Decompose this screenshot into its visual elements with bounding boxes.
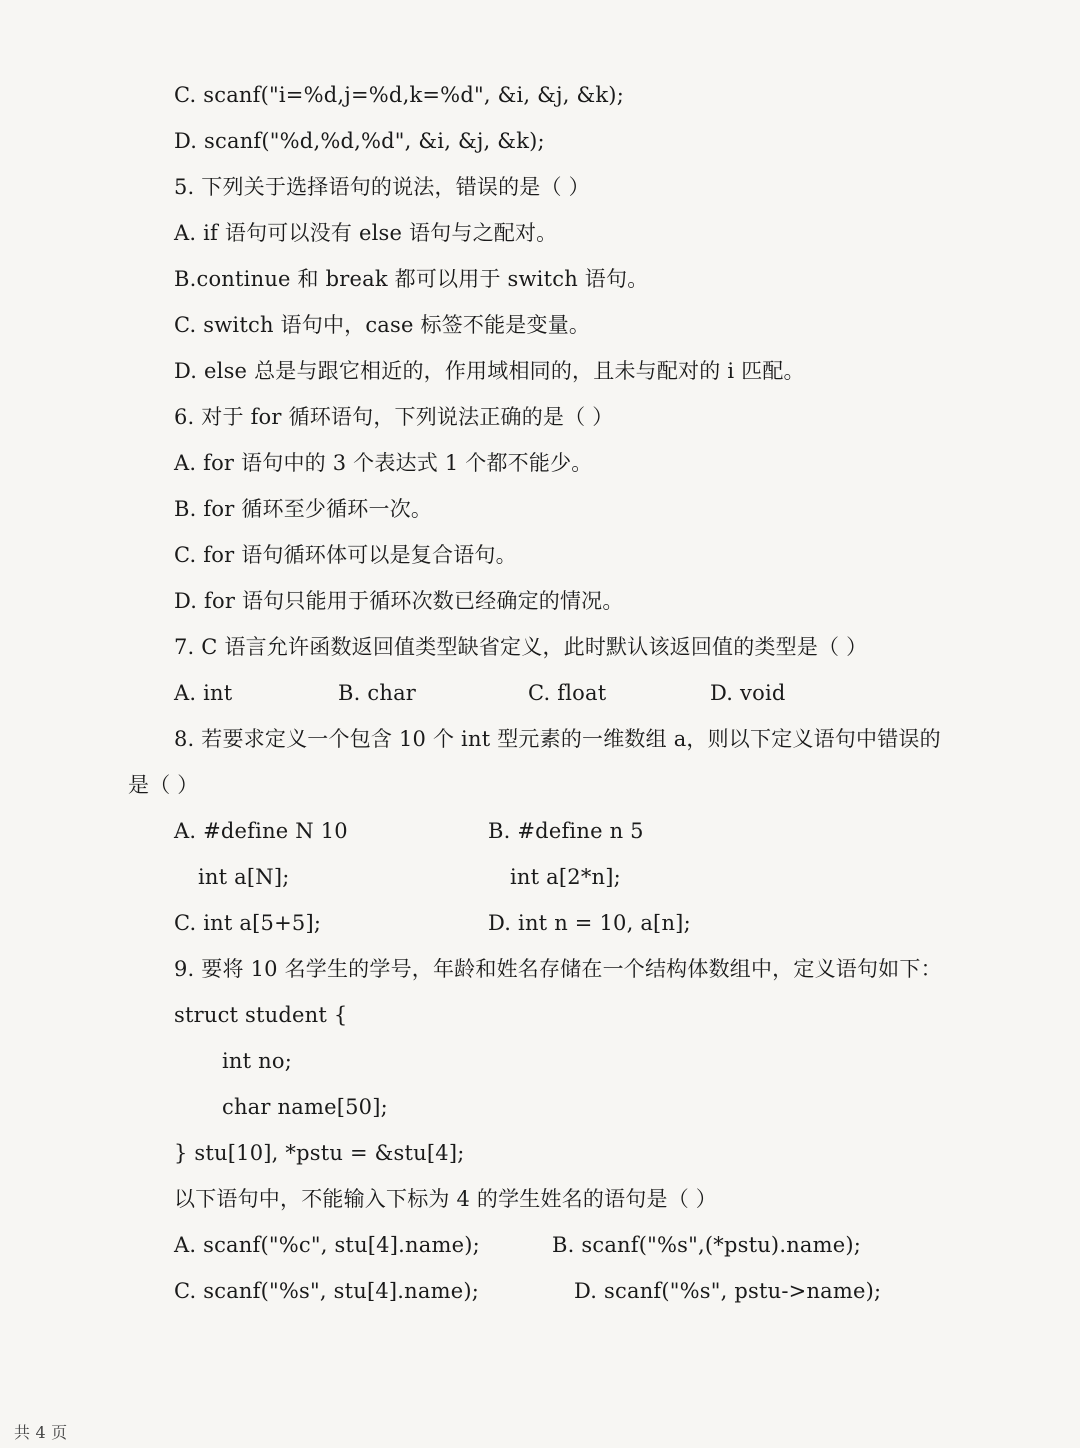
q5-option-d: D. else 总是与跟它相近的，作用域相同的，且未与配对的 i 匹配。: [174, 359, 805, 383]
q7-stem: 7. C 语言允许函数返回值类型缺省定义，此时默认该返回值的类型是（ ）: [174, 635, 868, 659]
q8-stem-line1: 8. 若要求定义一个包含 10 个 int 型元素的一维数组 a，则以下定义语句中错误的: [174, 727, 941, 751]
q6-option-a: A. for 语句中的 3 个表达式 1 个都不能少。: [174, 451, 593, 475]
q8-option-b-line2: int a[2*n];: [510, 865, 621, 889]
q7-option-d: D. void: [710, 681, 786, 705]
q9-code-line1: struct student {: [174, 1003, 348, 1027]
q7-option-a: A. int: [174, 681, 233, 705]
q8-option-c: C. int a[5+5];: [174, 911, 322, 935]
q5-option-a: A. if 语句可以没有 else 语句与之配对。: [174, 221, 558, 245]
q6-stem: 6. 对于 for 循环语句，下列说法正确的是（ ）: [174, 405, 614, 429]
q5-option-c: C. switch 语句中，case 标签不能是变量。: [174, 313, 591, 337]
page-footer: 共 4 页: [14, 1423, 68, 1442]
q9-option-c: C. scanf("%s", stu[4].name);: [174, 1279, 480, 1303]
q4-option-c: C. scanf("i=%d,j=%d,k=%d", &i, &j, &k);: [174, 83, 624, 107]
q6-option-b: B. for 循环至少循环一次。: [174, 497, 433, 521]
q6-option-c: C. for 语句循环体可以是复合语句。: [174, 543, 517, 567]
q8-option-b-line1: B. #define n 5: [488, 819, 644, 843]
q7-option-c: C. float: [528, 681, 607, 705]
q9-option-a: A. scanf("%c", stu[4].name);: [174, 1233, 480, 1257]
q9-question: 以下语句中，不能输入下标为 4 的学生姓名的语句是（ ）: [174, 1187, 717, 1211]
q4-option-d: D. scanf("%d,%d,%d", &i, &j, &k);: [174, 129, 545, 153]
q8-option-d: D. int n = 10, a[n];: [488, 911, 691, 935]
q8-stem-line2: 是（ ）: [128, 773, 199, 797]
q9-code-line3: char name[50];: [222, 1095, 388, 1119]
q6-option-d: D. for 语句只能用于循环次数已经确定的情况。: [174, 589, 624, 613]
q5-option-b: B.continue 和 break 都可以用于 switch 语句。: [174, 267, 649, 291]
q9-option-b: B. scanf("%s",(*pstu).name);: [552, 1233, 862, 1257]
q9-stem: 9. 要将 10 名学生的学号，年龄和姓名存储在一个结构体数组中，定义语句如下：: [174, 957, 942, 981]
q9-code-line2: int no;: [222, 1049, 292, 1073]
q8-option-a-line1: A. #define N 10: [174, 819, 348, 843]
q9-code-line4: } stu[10], *pstu = &stu[4];: [174, 1141, 465, 1165]
q5-stem: 5. 下列关于选择语句的说法，错误的是（ ）: [174, 175, 590, 199]
q7-option-b: B. char: [338, 681, 417, 705]
q8-option-a-line2: int a[N];: [198, 865, 290, 889]
q9-option-d: D. scanf("%s", pstu->name);: [574, 1279, 882, 1303]
